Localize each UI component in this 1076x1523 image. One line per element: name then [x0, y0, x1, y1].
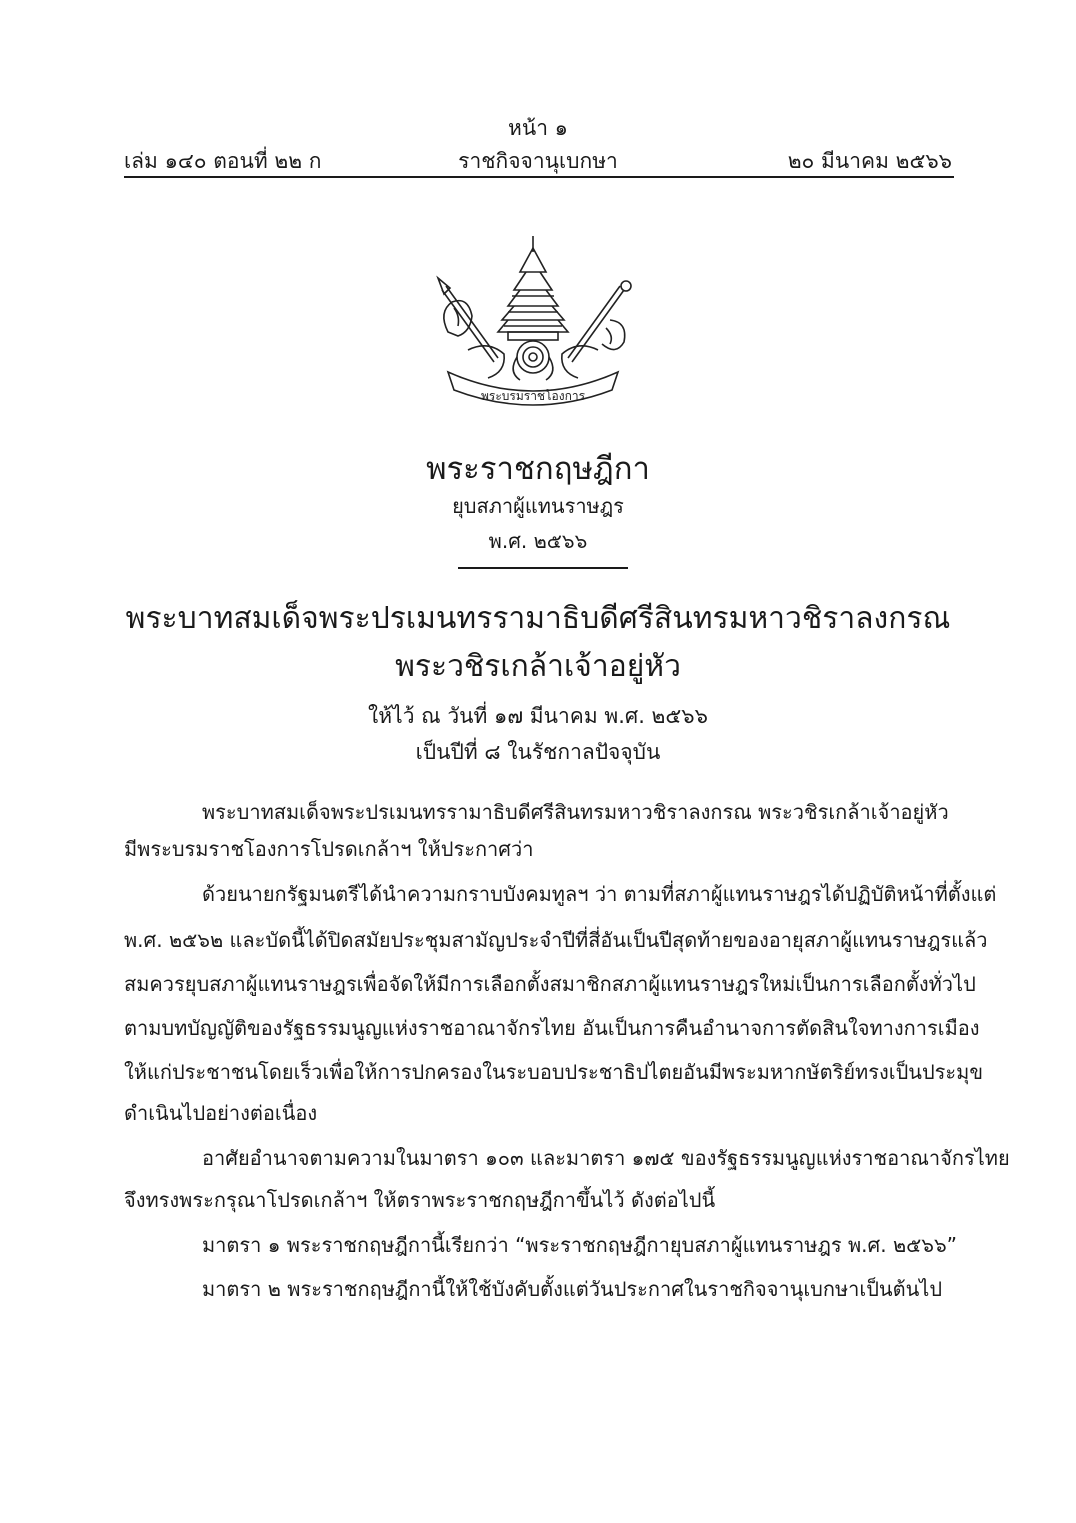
seal-text: พระบรมราชโองการ [480, 389, 586, 403]
king-name-line2: พระวชิรเกล้าเจ้าอยู่หัว [395, 649, 681, 684]
section-2: มาตรา ๒ พระราชกฤษฎีกานี้ให้ใช้บังคับตั้งแต่วันประกาศในราชกิจจานุเบกษาเป็นต้นไป [202, 1277, 943, 1301]
body-line-7: ให้แก่ประชาชนโดยเร็วเพื่อให้การปกครองในระบอบประชาธิปไตยอันมีพระมหากษัตริย์ทรงเป็นประมุข [124, 1060, 983, 1084]
publication-date: ๒๐ มีนาคม ๒๕๖๖ [787, 149, 952, 173]
body-line-8: ดำเนินไปอย่างต่อเนื่อง [124, 1101, 318, 1125]
document-subtitle: ยุบสภาผู้แทนราษฎร [452, 494, 624, 518]
volume-info: เล่ม ๑๔๐ ตอนที่ ๒๒ ก [124, 149, 322, 173]
reign-year: เป็นปีที่ ๘ ในรัชกาลปัจจุบัน [415, 740, 661, 764]
body-line-2: มีพระบรมราชโองการโปรดเกล้าฯ ให้ประกาศว่า [124, 837, 534, 861]
body-line-3: ด้วยนายกรัฐมนตรีได้นำความกราบบังคมทูลฯ ว่า ตามที่สภาผู้แทนราษฎรได้ปฏิบัติหน้าที่ตั้งแต่ [202, 882, 997, 906]
body-line-9: อาศัยอำนาจตามความในมาตรา ๑๐๓ และมาตรา ๑๗๕ ของรัฐธรรมนูญแห่งราชอาณาจักรไทย [202, 1146, 1010, 1170]
body-line-1: พระบาทสมเด็จพระปรเมนทรรามาธิบดีศรีสินทรมหาวชิราลงกรณ พระวชิรเกล้าเจ้าอยู่หัว [202, 800, 949, 824]
royal-seal-emblem-icon [428, 232, 638, 412]
body-line-5: สมควรยุบสภาผู้แทนราษฎรเพื่อจัดให้มีการเลือกตั้งสมาชิกสภาผู้แทนราษฎรใหม่เป็นการเลือกตั้งทั่วไป [124, 972, 976, 996]
page-number: หน้า ๑ [508, 116, 568, 140]
body-line-6: ตามบทบัญญัติของรัฐธรรมนูญแห่งราชอาณาจักรไทย อันเป็นการคืนอำนาจการตัดสินใจทางการเมือง [124, 1016, 980, 1040]
given-date: ให้ไว้ ณ วันที่ ๑๗ มีนาคม พ.ศ. ๒๕๖๖ [368, 704, 708, 728]
king-name-line1: พระบาทสมเด็จพระปรเมนทรรามาธิบดีศรีสินทรมหาวชิราลงกรณ [125, 601, 951, 636]
gazette-name: ราชกิจจานุเบกษา [458, 149, 618, 173]
document-year: พ.ศ. ๒๕๖๖ [488, 529, 588, 553]
body-line-4: พ.ศ. ๒๕๖๒ และบัดนี้ได้ปิดสมัยประชุมสามัญประจำปีที่สี่อันเป็นปีสุดท้ายของอายุสภาผู้แทนราษฎรแล้ว [124, 928, 988, 952]
section-1: มาตรา ๑ พระราชกฤษฎีกานี้เรียกว่า “พระราชกฤษฎีกายุบสภาผู้แทนราษฎร พ.ศ. ๒๕๖๖” [202, 1233, 958, 1257]
title-divider [458, 567, 628, 569]
document-title: พระราชกฤษฎีกา [426, 451, 650, 487]
header-divider [124, 176, 954, 178]
body-line-10: จึงทรงพระกรุณาโปรดเกล้าฯ ให้ตราพระราชกฤษฎีกาขึ้นไว้ ดังต่อไปนี้ [124, 1188, 716, 1212]
